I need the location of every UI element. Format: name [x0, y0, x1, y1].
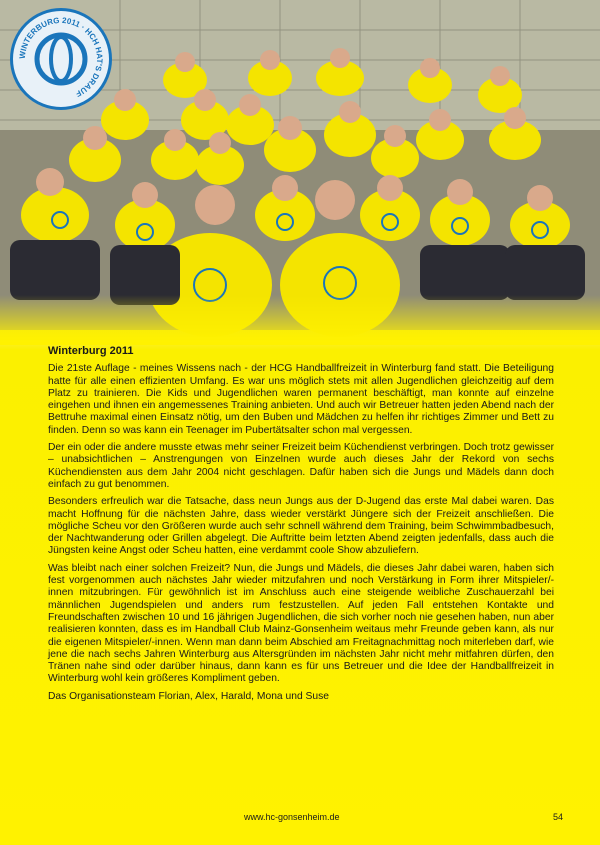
- article: [48, 345, 554, 708]
- page-number: 54: [553, 812, 564, 822]
- article-paragraph-1: Die 21ste Auflage - meines Wissens nach - der HCG Handballfreizeit in Winterburg fand statt. Die Beteiligung hatte für alle einen effizienten Umfang. Es war uns möglich stets mit allen Jugendlichen gleichzeitig auf dem Platz zu trainieren. Die Kids und Jugendlichen waren permanent beschäftigt, man konnte auf einzelne eingehen und ihnen ein angemessenes Training anbieten. Und auch wir Betreuer hatten jeden Abend nach der Bettruhe maximal einen Einsatz nötig, um den Buben und Mädchen zu helfen ihr richtiges Zimmer und Bett zu finden. Denn so was kann ein Teenager im Pubertätsalter schon mal vergessen.: [48, 363, 554, 436]
- hcg-emblem-icon: [13, 11, 109, 107]
- article-paragraph-4: Was bleibt nach einer solchen Freizeit? Nun, die Jungs und Mädels, die dieses Jahr dabei waren, haben sich fest vorgenommen auch nächstes Jahr wieder mitzufahren und noch Verstärkung in Form ihrer Mitspieler/-innen mitzubringen. Für gewöhnlich ist im Anschluss auch eine steigende weibliche Zuschauerzahl bei männlichen Jugendspielen und anders rum festzustellen. Auf jeden Fall entstehen Kontakte und Freundschaften zwischen 10 und 16 jährigen Jugendlichen, die sich vorher noch nie gesehen haben, nun aber realisieren konnten, dass es im Handball Club Mainz-Gonsenheim weitaus mehr Freunde geben kann, als nur die eigenen Mitspieler/-innen. Wenn man dann beim Abschied am Freitagnachmittag noch miterleben darf, wie jene die nach sechs Jahren Winterburg aus Altersgründen im nächsten Jahr nicht mehr mitfahren dürfen, den Tränen nahe sind oder darüber hinaus, dann kann es für uns Betreuer und die Idee der Handballfreizeit in Winterburg wohl kein größeres Kompliment geben.: [48, 562, 554, 685]
- group-photo: [0, 0, 600, 345]
- svg-text:WINTERBURG 2011 · HCH HAT'S DR: [18, 16, 104, 99]
- logo-ring-text: WINTERBURG 2011 · HCH HAT'S DRAUF: [17, 15, 105, 99]
- footer-url-link[interactable]: www.hc-gonsenheim.de: [244, 812, 340, 822]
- hcg-logo: [10, 8, 112, 110]
- article-paragraph-3: Besonders erfreulich war die Tatsache, dass neun Jungs aus der D-Jugend das erste Mal dabei waren. Das macht Hoffnung für die nächsten Jahre, dass wieder verstärkt Jüngere sich der Freizeit anschließen. Die mögliche Scheu vor den Größeren wurde auch sehr schnell während dem Training, beim Schwimmbadbesuch, der Nachtwanderung oder Grillen abgelegt. Die Auftritte beim letzten Abend zeigten jedenfalls, dass auch die Jüngsten keine Angst oder Scheu hatten, eine verdammt coole Show abzuliefern.: [48, 496, 554, 557]
- article-title: Winterburg 2011: [48, 345, 134, 357]
- article-signature: Das Organisationsteam Florian, Alex, Harald, Mona und Suse: [48, 690, 330, 702]
- article-paragraph-2: Der ein oder die andere musste etwas mehr seiner Freizeit beim Küchendienst verbringen. Doch trotz gewisser – unabsichtlichen – Anstrengungen von Einzelnen wurde auch dieses Jahr der Rekord von sechs Küchendiensten aus dem Jahr 2004 nicht geschlagen. Dafür haben sich die Jungs und Mädels dann doch einfach zu gut benommen.: [48, 442, 554, 490]
